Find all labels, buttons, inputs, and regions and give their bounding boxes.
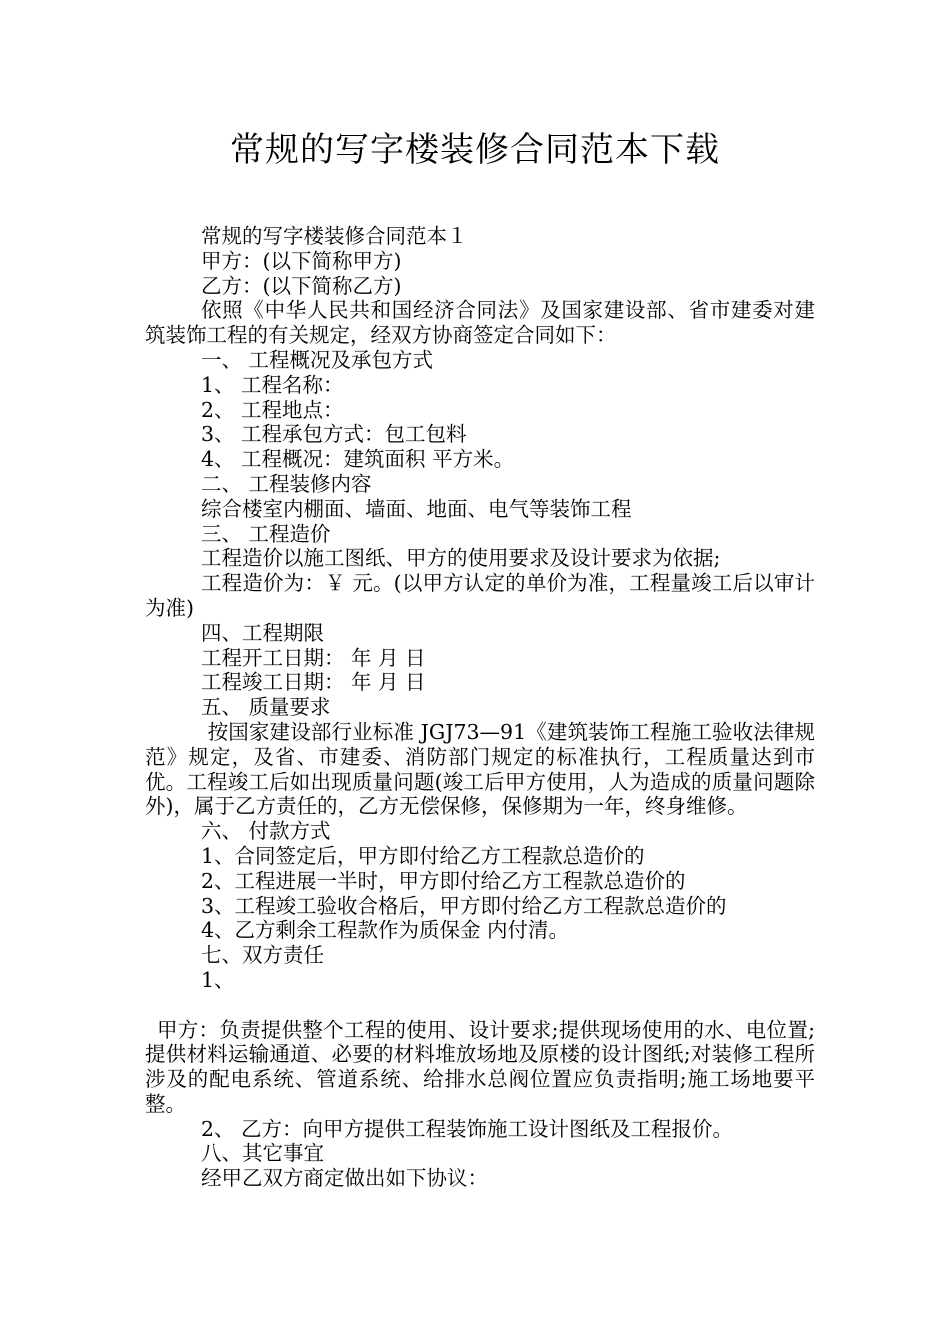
- paragraph: 经甲乙双方商定做出如下协议：: [201, 1166, 488, 1191]
- paragraph: 按国家建设部行业标准 JGJ73—91《建筑装饰工程施工验收法律规范》规定，及省、市建委、消防部门规定的标准执行，工程质量达到市优。工程竣工后如出现质量问题(竣工后甲方使用，人为造成的质量问题除外)，属于乙方责任的，乙方无偿保修，保修期为一年，终身维修。: [145, 719, 815, 819]
- paragraph: 工程开工日期： 年 月 日: [201, 645, 426, 670]
- paragraph: 甲方：(以下简称甲方): [201, 248, 402, 273]
- paragraph: 甲方：负责提供整个工程的使用、设计要求;提供现场使用的水、电位置;提供材料运输通道、必要的材料堆放场地及原楼的设计图纸;对装修工程所涉及的配电系统、管道系统、给排水总阀位置应负责指明;施工场地要平整。: [145, 1017, 815, 1116]
- list-item: 2、 乙方：向甲方提供工程装饰施工设计图纸及工程报价。: [201, 1116, 734, 1141]
- paragraph: 常规的写字楼装修合同范本１: [201, 224, 468, 248]
- section-heading: 八、其它事宜: [201, 1141, 324, 1166]
- list-item: 3、 工程承包方式：包工包料: [201, 422, 467, 447]
- paragraph: 乙方：(以下简称乙方): [201, 273, 402, 298]
- section-heading: 四、工程期限: [201, 620, 324, 645]
- paragraph: 工程竣工日期： 年 月 日: [201, 670, 426, 695]
- list-item: 4、乙方剩余工程款作为质保金 内付清。: [201, 918, 570, 943]
- section-heading: 一、 工程概况及承包方式: [201, 347, 434, 372]
- blank-line: [145, 993, 815, 1018]
- paragraph: 依照《中华人民共和国经济合同法》及国家建设部、省市建委对建筑装饰工程的有关规定，经双方协商签定合同如下：: [145, 298, 815, 348]
- list-item: 4、 工程概况：建筑面积 平方米。: [201, 447, 515, 472]
- section-heading: 六、 付款方式: [201, 819, 331, 844]
- section-heading: 七、双方责任: [201, 943, 324, 968]
- list-item: 1、: [201, 967, 235, 992]
- paragraph: 工程造价以施工图纸、甲方的使用要求及设计要求为依据;: [201, 546, 721, 571]
- list-item: 2、 工程地点：: [201, 397, 344, 422]
- paragraph: 工程造价为：￥ 元。(以甲方认定的单价为准，工程量竣工后以审计为准): [145, 571, 815, 620]
- section-heading: 三、 工程造价: [201, 521, 331, 546]
- document-title: 常规的写字楼装修合同范本下载: [230, 130, 720, 170]
- section-heading: 五、 质量要求: [201, 695, 331, 720]
- section-heading: 二、 工程装修内容: [201, 471, 372, 496]
- document-body: [145, 224, 815, 1191]
- paragraph: 综合楼室内棚面、墙面、地面、电气等装饰工程: [201, 496, 632, 521]
- list-item: 2、工程进展一半时，甲方即付给乙方工程款总造价的: [201, 868, 686, 893]
- list-item: 1、合同签定后，甲方即付给乙方工程款总造价的: [201, 843, 645, 868]
- list-item: 3、工程竣工验收合格后，甲方即付给乙方工程款总造价的: [201, 893, 727, 918]
- list-item: 1、 工程名称：: [201, 372, 344, 397]
